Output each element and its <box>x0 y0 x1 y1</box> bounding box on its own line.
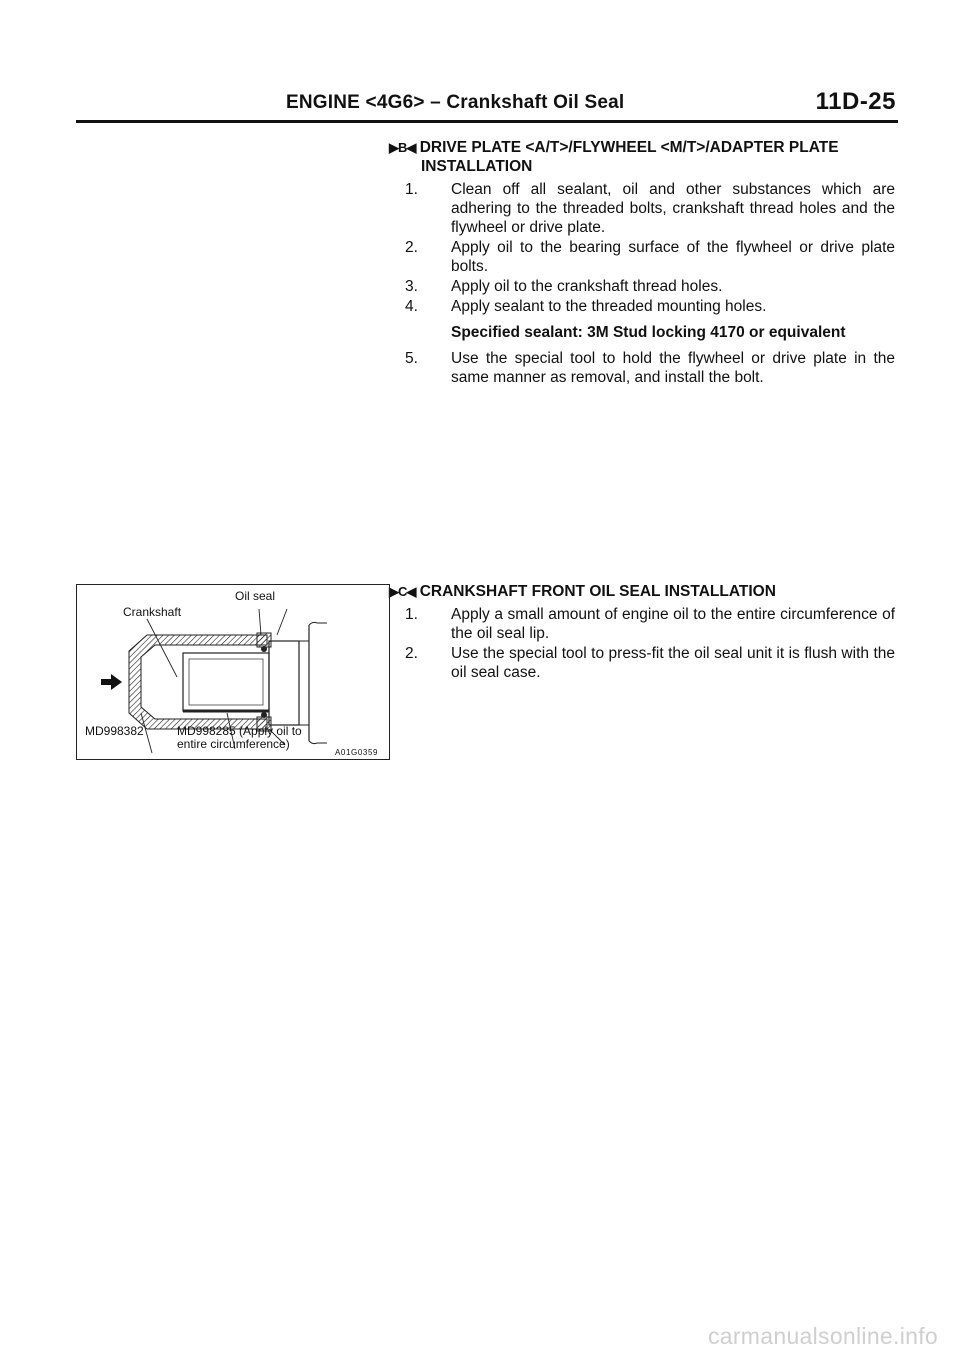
section-heading <box>389 138 895 176</box>
list-item: 4. Apply sealant to the threaded mounting holes. <box>405 298 767 315</box>
section-drive-plate-installation <box>389 138 895 388</box>
section-front-oil-seal-installation <box>389 582 895 683</box>
section-marker-icon: ▶B◀ <box>389 140 416 155</box>
list-item: 3. Apply oil to the crankshaft thread holes. <box>405 278 723 295</box>
page-header <box>76 86 898 123</box>
list-item: 5. Use the special tool to hold the flywheel or drive plate in the same manner as removal, and install the bolt. <box>405 350 895 386</box>
page-title: ENGINE <4G6> – Crankshaft Oil Seal <box>286 92 625 113</box>
label-crankshaft: Crankshaft <box>123 605 182 619</box>
list-item: 1. Apply a small amount of engine oil to the entire circumference of the oil seal lip. <box>405 606 895 642</box>
sealant-specification: Specified sealant: 3M Stud locking 4170 or equivalent <box>451 324 846 341</box>
label-tool-md998382: MD998382 <box>85 724 144 738</box>
label-tool-md998285: MD998285 (Apply oil to <box>177 724 302 738</box>
section-heading-text: DRIVE PLATE <A/T>/FLYWHEEL <M/T>/ADAPTER PLATE INSTALLATION <box>419 139 839 175</box>
label-tool-md998285-note: entire circumference) <box>177 737 290 751</box>
watermark: carmanualsonline.info <box>707 1323 938 1349</box>
list-item: 2. Use the special tool to press-fit the oil seal unit it is flush with the oil seal case. <box>405 645 895 681</box>
list-item: 1. Clean off all sealant, oil and other substances which are adhering to the threaded bolts, crankshaft thread holes and the flywheel or drive plate. <box>405 181 895 236</box>
list-item: 2. Apply oil to the bearing surface of the flywheel or drive plate bolts. <box>405 239 895 275</box>
label-oil-seal: Oil seal <box>235 589 276 603</box>
section-marker-icon: ▶C◀ <box>389 584 416 599</box>
section-heading <box>389 582 895 601</box>
oil-seal-installation-figure <box>76 584 390 760</box>
figure-code: A01G0359 <box>335 748 379 757</box>
page-number: 11D-25 <box>815 88 896 115</box>
section-heading-text: CRANKSHAFT FRONT OIL SEAL INSTALLATION <box>419 583 776 600</box>
right-arrow-icon <box>101 674 122 690</box>
